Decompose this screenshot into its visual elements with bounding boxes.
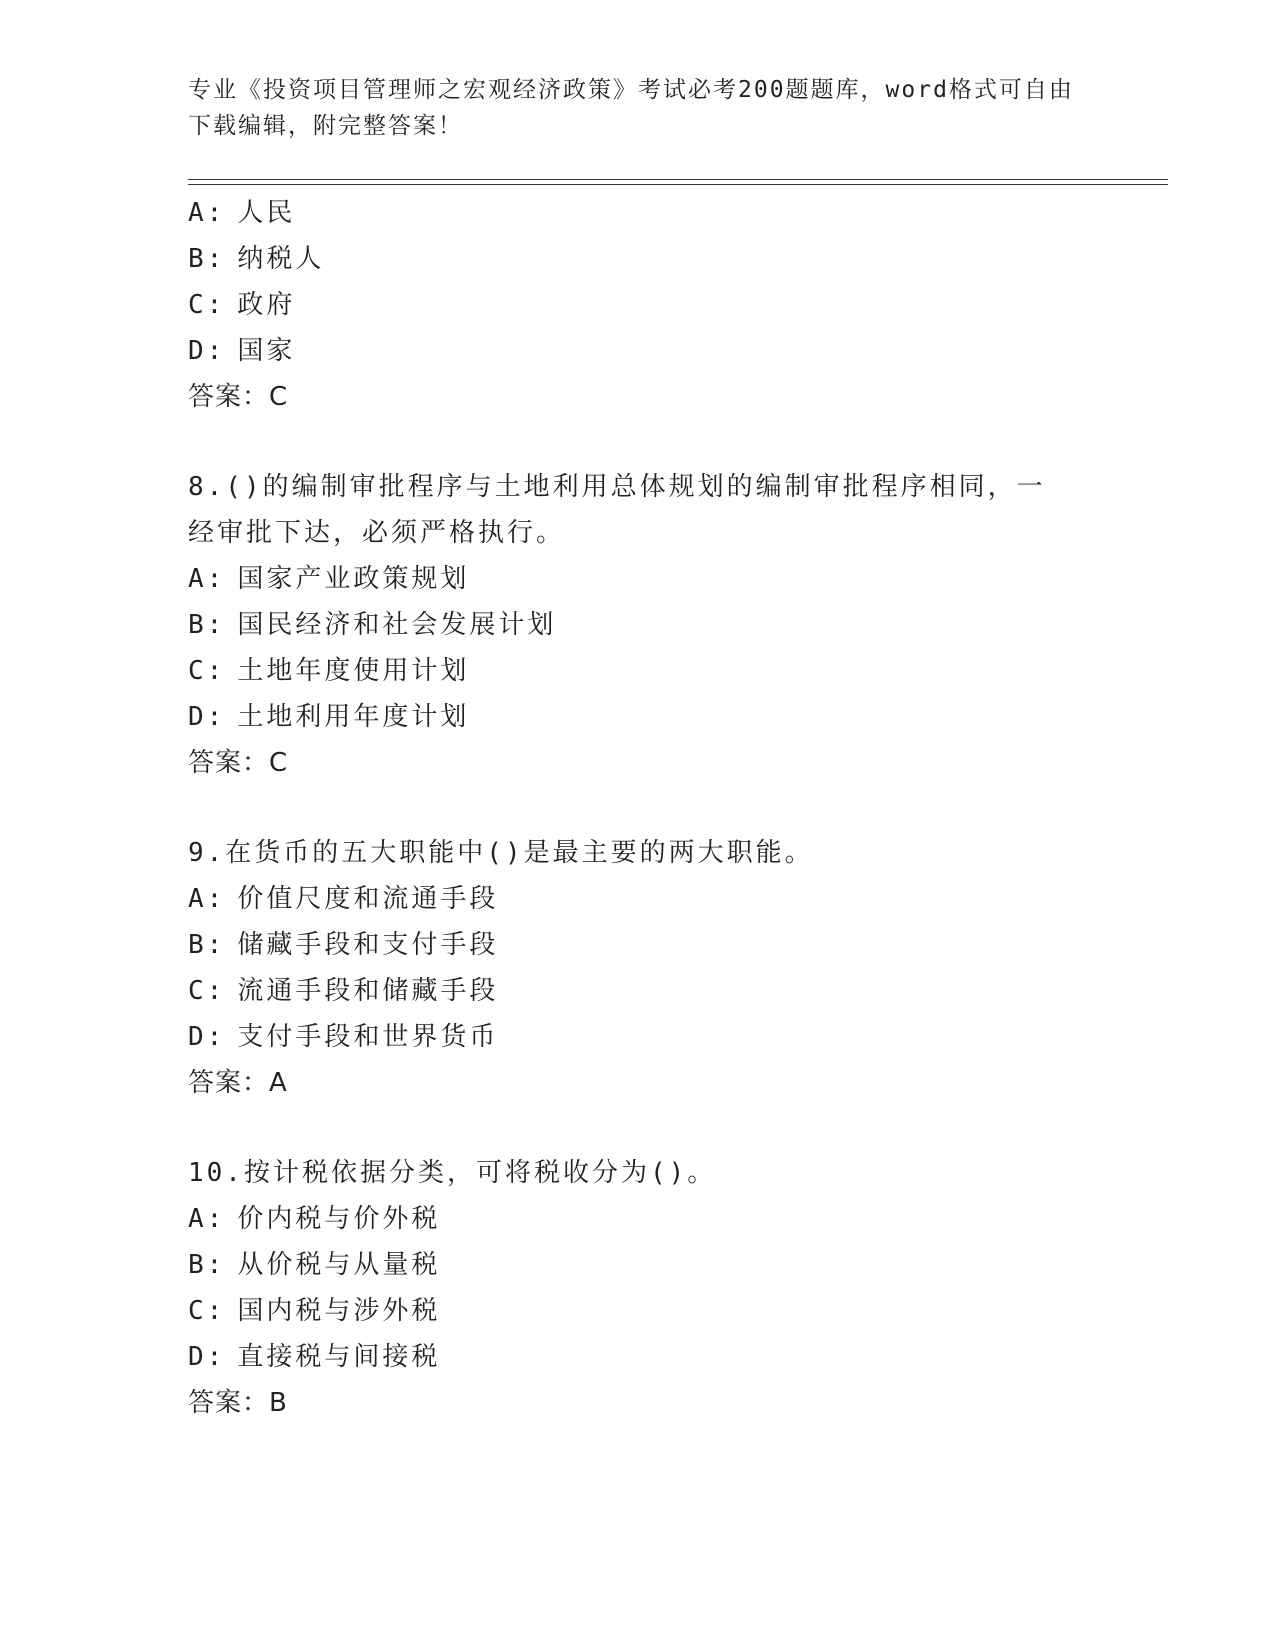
option-d: D: 国家 xyxy=(188,336,296,366)
option-b: B: 储藏手段和支付手段 xyxy=(188,930,499,960)
option-d: D: 支付手段和世界货币 xyxy=(188,1022,499,1052)
answer-line: 答案：A xyxy=(188,1068,288,1098)
option-c: C: 政府 xyxy=(188,290,296,320)
question-8 xyxy=(188,464,1108,786)
option-d: D: 土地利用年度计划 xyxy=(188,702,470,732)
option-d: D: 直接税与间接税 xyxy=(188,1342,441,1372)
question-9 xyxy=(188,830,1108,1106)
option-b: B: 从价税与从量税 xyxy=(188,1250,441,1280)
question-fragment-7 xyxy=(188,190,1108,420)
answer-line: 答案：C xyxy=(188,748,289,778)
question-text: 8.()的编制审批程序与土地利用总体规划的编制审批程序相同，一经审批下达，必须严格执行。 xyxy=(188,472,1046,548)
option-a: A: 国家产业政策规划 xyxy=(188,564,470,594)
option-c: C: 土地年度使用计划 xyxy=(188,656,470,686)
option-a: A: 价内税与价外税 xyxy=(188,1204,441,1234)
option-c: C: 国内税与涉外税 xyxy=(188,1296,441,1326)
option-a: A: 人民 xyxy=(188,198,296,228)
question-text: 10.按计税依据分类，可将税收分为()。 xyxy=(188,1158,717,1188)
header-divider-top xyxy=(188,179,1168,180)
option-c: C: 流通手段和储藏手段 xyxy=(188,976,499,1006)
header-divider-bottom xyxy=(188,184,1168,185)
answer-line: 答案：B xyxy=(188,1388,288,1418)
question-10 xyxy=(188,1150,1108,1426)
option-b: B: 国民经济和社会发展计划 xyxy=(188,610,557,640)
document-header: 专业《投资项目管理师之宏观经济政策》考试必考200题题库，word格式可自由下载编辑，附完整答案！ xyxy=(188,77,1074,139)
option-b: B: 纳税人 xyxy=(188,244,325,274)
question-list xyxy=(188,190,1108,1426)
option-a: A: 价值尺度和流通手段 xyxy=(188,884,499,914)
answer-line: 答案：C xyxy=(188,382,289,412)
question-text: 9.在货币的五大职能中()是最主要的两大职能。 xyxy=(188,838,814,868)
